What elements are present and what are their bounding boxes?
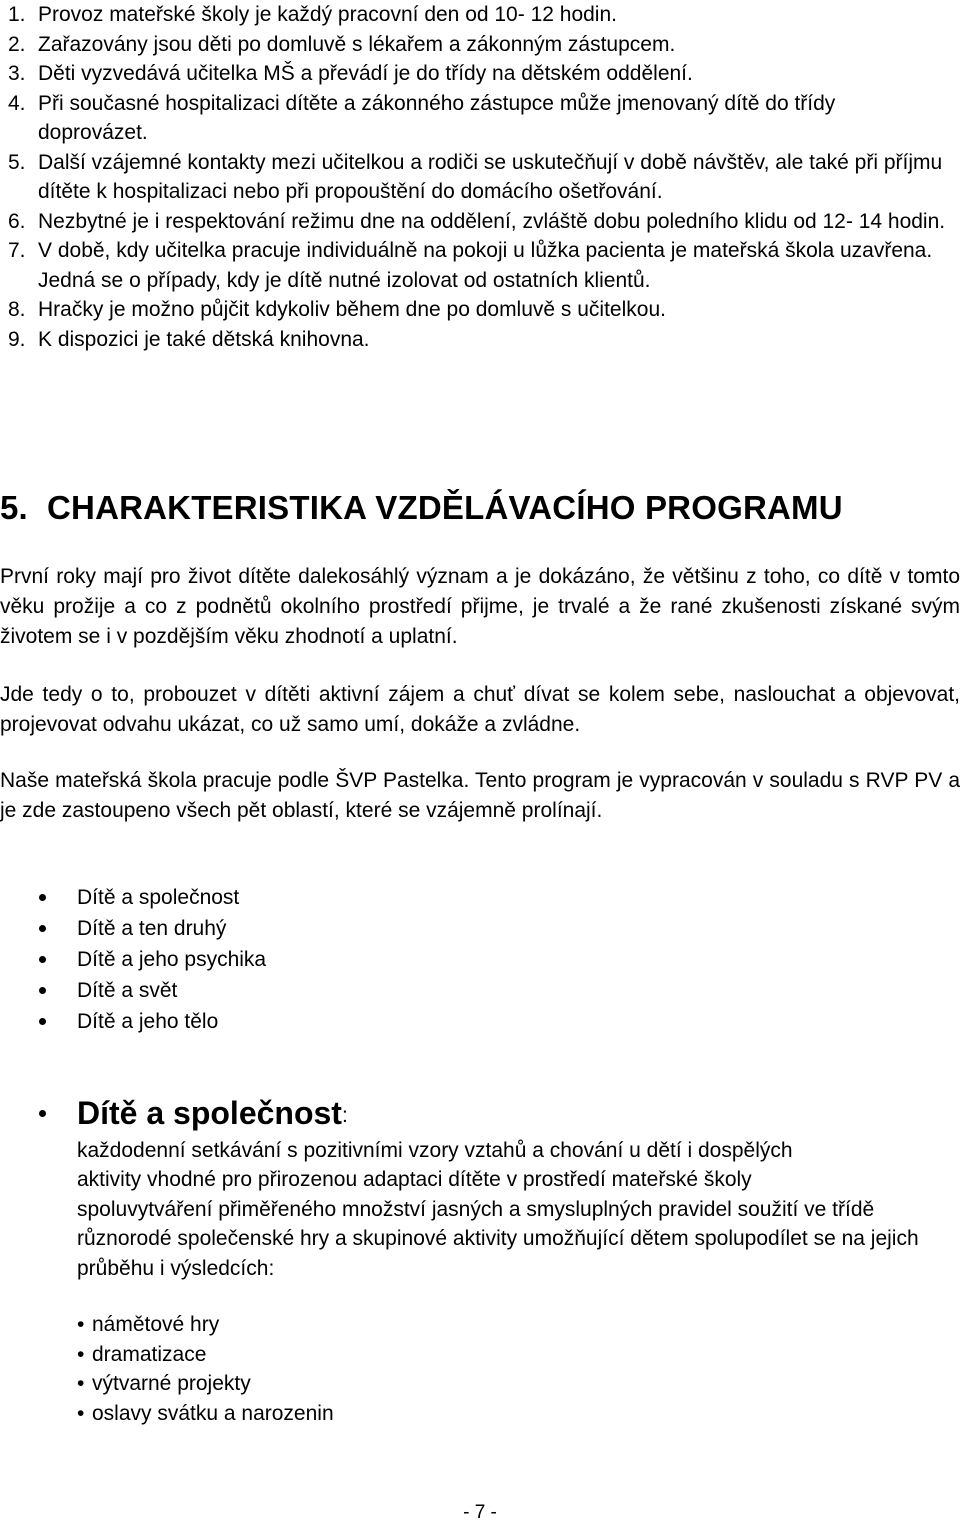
list-text: Děti vyzvedává učitelka MŠ a převádí je do třídy na dětském oddělení. (38, 62, 693, 85)
list-item: různorodé společenské hry a skupinové aktivity umožňující dětem spolupodílet se na jejich průběhu i výsledcích: (77, 1227, 919, 1280)
bullet-icon (39, 925, 46, 932)
list-number: 4. (8, 91, 26, 115)
list-number: 9. (8, 327, 26, 351)
paragraph: První roky mají pro život dítěte dalekosáhlý význam a je dokázáno, že většinu z toho, co dítě v tomto věku prožije a co z podnětů okolního prostředí přijme, je trvalé a že rané zkušenosti získané svým životem se i v pozdějším věku zhodnotí a uplatní. (0, 565, 960, 648)
list-item (0, 913, 266, 944)
paragraph: Jde tedy o to, probouzet v dítěti aktivní zájem a chuť dívat se kolem sebe, naslouchat a objevovat, projevovat odvahu ukázat, co už samo umí, dokáže a zvládne. (0, 683, 960, 736)
list-item: • námětové hry (77, 1310, 334, 1340)
list-text: Hračky je možno půjčit kdykoliv během dne po domluvě s učitelkou. (38, 298, 666, 321)
list-item: • dramatizace (77, 1340, 334, 1370)
areas-list (0, 882, 266, 1037)
list-item: • oslavy svátku a narozenin (77, 1399, 334, 1429)
page-number: - 7 - (463, 1502, 497, 1523)
area-label: Dítě a svět (77, 978, 178, 1002)
list-text: Nezbytné je i respektování režimu dne na oddělení, zvláště dobu poledního klidu od 12- 14 hodin. (38, 209, 946, 233)
list-text: K dispozici je také dětská knihovna. (38, 327, 370, 351)
subsection-lines (77, 1136, 957, 1283)
list-number: 8. (8, 298, 26, 321)
list-number: 6. (8, 209, 26, 233)
bullet-icon (39, 956, 46, 963)
list-text: Provoz mateřské školy je každý pracovní den od 10- 12 hodin. (38, 3, 617, 26)
list-item: • výtvarné projekty (77, 1369, 334, 1399)
list-text: V době, kdy učitelka pracuje individuálně na pokoji u lůžka pacienta je mateřská škola uzavřena. Jedná se o případy, kdy je dítě nutné izolovat od ostatních klientů. (38, 239, 933, 292)
bullet-icon (39, 1018, 46, 1025)
list-item (0, 325, 960, 355)
list-item (0, 30, 960, 60)
section-number: 5. (0, 489, 28, 526)
list-item (0, 89, 960, 148)
list-item (0, 975, 266, 1006)
list-text: Další vzájemné kontakty mezi učitelkou a rodiči se uskutečňují v době návštěv, ale také při příjmu dítěte k hospitalizaci nebo při propouštění do domácího ošetřování. (38, 150, 943, 203)
list-item: aktivity vhodné pro přirozenou adaptaci dítěte v prostředí mateřské školy (77, 1168, 752, 1192)
numbered-list (0, 0, 960, 354)
bullet-icon (39, 1110, 46, 1117)
section-title: CHARAKTERISTIKA VZDĚLÁVACÍHO PROGRAMU (47, 489, 843, 526)
list-item (0, 148, 960, 207)
area-label: Dítě a jeho psychika (77, 947, 267, 971)
paragraph: Naše mateřská škola pracuje podle ŠVP Pastelka. Tento program je vypracován v souladu s RVP PV a je zde zastoupeno všech pět oblastí, které se vzájemně prolínají. (0, 769, 960, 822)
list-number: 2. (8, 32, 26, 56)
area-label: Dítě a ten druhý (77, 916, 227, 940)
list-item (0, 944, 266, 975)
activities-list (77, 1310, 334, 1428)
list-item (0, 0, 960, 30)
list-item (0, 295, 960, 325)
list-number: 5. (8, 150, 26, 174)
subsection-heading (0, 1095, 348, 1132)
area-label: Dítě a společnost (77, 885, 240, 909)
list-item: každodenní setkávání s pozitivními vzory vztahů a chování u dětí i dospělých (77, 1139, 793, 1162)
list-item (0, 1006, 266, 1037)
list-item (0, 882, 266, 913)
bullet-icon (39, 987, 46, 994)
list-number: 7. (8, 239, 26, 262)
list-item (0, 207, 960, 237)
list-item: spoluvytváření přiměřeného množství jasných a smysluplných pravidel soužití ve třídě (77, 1197, 875, 1221)
list-number: 3. (8, 62, 26, 85)
list-text: Zařazovány jsou děti po domluvě s lékařem a zákonným zástupcem. (38, 32, 676, 56)
subsection-colon: : (341, 1104, 348, 1127)
bullet-icon (39, 894, 46, 901)
list-number: 1. (8, 3, 26, 26)
list-item (0, 236, 960, 295)
area-label: Dítě a jeho tělo (77, 1009, 219, 1033)
list-item (0, 59, 960, 89)
section-heading (0, 489, 843, 527)
subsection-title: Dítě a společnost (77, 1095, 342, 1131)
list-text: Při současné hospitalizaci dítěte a zákonného zástupce může jmenovaný dítě do třídy doprovázet. (38, 91, 836, 144)
